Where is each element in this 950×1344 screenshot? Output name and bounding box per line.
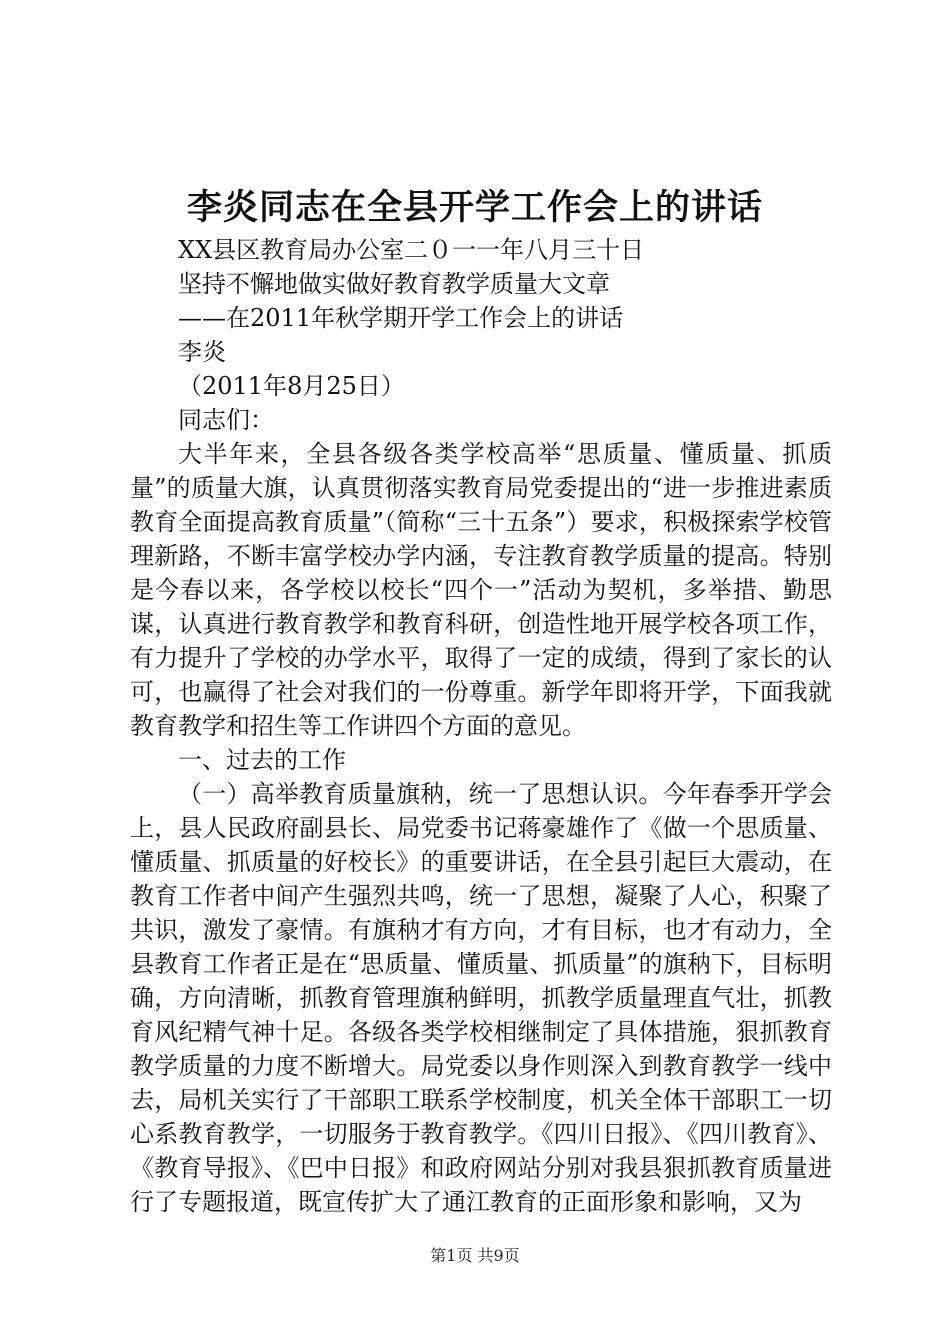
document-body xyxy=(130,233,832,1219)
section-heading: 一、过去的工作 xyxy=(178,746,346,774)
speech-title-line: 坚持不懈地做实做好教育教学质量大文章 xyxy=(178,270,610,298)
issuer-date-line: XX县区教育局办公室二０一一年八月三十日 xyxy=(178,236,645,264)
salutation: 同志们： xyxy=(178,406,274,434)
speech-date: （2011年8月25日） xyxy=(178,372,405,400)
body-paragraph: 大半年来，全县各级各类学校高举“思质量、懂质量、抓质量”的质量大旗，认真贯彻落实教育局党委提出的“进一步推进素质教育全面提高教育质量”（简称“三十五条”）要求，积极探索学校管理新路，不断丰富学校办学内涵，专注教育教学质量的提高。特别是今春以来，各学校以校长“四个一”活动为契机，多举措、勤思谋，认真进行教育教学和教育科研，创造性地开展学校各项工作，有力提升了学校的办学水平，取得了一定的成绩，得到了家长的认可，也赢得了社会对我们的一份尊重。新学年即将开学，下面我就教育教学和招生等工作讲四个方面的意见。 xyxy=(130,440,832,740)
speech-subtitle-line: ——在2011年秋学期开学工作会上的讲话 xyxy=(178,304,624,332)
speaker-name: 李炎 xyxy=(178,338,226,366)
document-title: 李炎同志在全县开学工作会上的讲话 xyxy=(186,188,763,228)
body-paragraph: （一）高举教育质量旗䄲，统一了思想认识。今年春季开学会上，县人民政府副县长、局党委书记蒋豪雄作了《做一个思质量、懂质量、抓质量的好校长》的重要讲话，在全县引起巨大震动，在教育工作者中间产生强烈共鸣，统一了思想，凝聚了人心，积聚了共识，激发了豪情。有旗䄲才有方向，才有目标，也才有动力，全县教育工作者正是在“思质量、懂质量、抓质量”的旗䄲下，目标明确，方向清晰，抓教育管理旗䄲鲜明，抓教学质量理直气壮，抓教育风纪精气神十足。各级各类学校相继制定了具体措施，狠抓教育教学质量的力度不断增大。局党委以身作则深入到教育教学一线中去，局机关实行了干部职工联系学校制度，机关全体干部职工一切心系教育教学，一切服务于教育教学。《四川日报》、《四川教育》、《教育导报》、《巴中日报》和政府网站分别对我县狠抓教育质量进行了专题报道，既宣传扩大了通江教育的正面形象和影响，又为 xyxy=(130,780,832,1216)
page-number-footer: 第1页 共9页 xyxy=(430,1246,520,1265)
